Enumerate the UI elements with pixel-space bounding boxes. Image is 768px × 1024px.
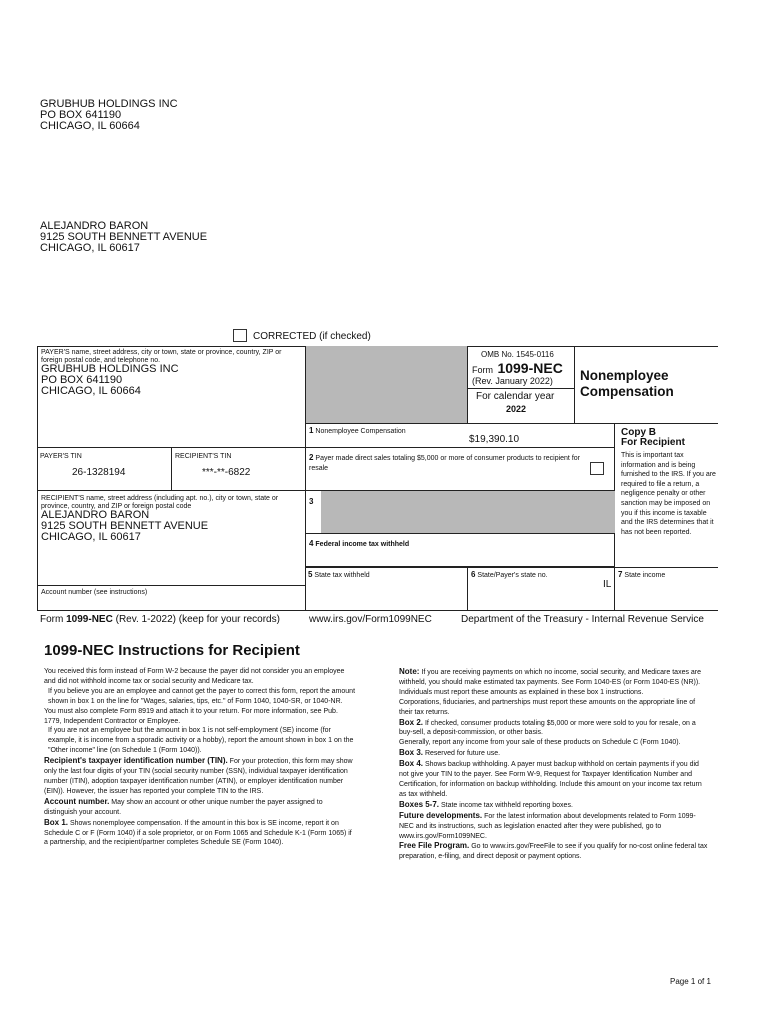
instr-box4-heading: Box 4. — [399, 759, 424, 769]
form-title-line1: Nonemployee — [580, 368, 669, 383]
instr-tin-heading: Recipient's taxpayer identification number (TIN). — [44, 756, 228, 766]
recipient-tin-label: RECIPIENT'S TIN — [175, 453, 232, 460]
footer-revision: (Rev. 1-2022) (keep for your records) — [115, 614, 280, 625]
recipient-box-city: CHICAGO, IL 60617 — [41, 531, 141, 543]
box4-label: Federal income tax withheld — [315, 541, 410, 548]
form-prefix: Form — [472, 365, 493, 375]
instr-not-employee: If you are not an employee but the amount in box 1 is not self-employment (SE) income (for example, it is income from a sporadic activity or a hobby), report the amount shown in box 1 on the "Other income" line (on Schedule 1 (Form 1040)). — [48, 727, 354, 755]
box6-state-number — [467, 567, 615, 611]
instr-note-text: If you are receiving payments on which no income, social security, and Medicare taxes are withheld, you should make estimated tax payments. See Form 1040-ES (or Form 1040-ES (NR)). Individuals must report these amounts as explained in these box 1 instructions. — [399, 669, 702, 696]
account-number-box — [37, 585, 305, 611]
instr-account-text: May show an account or other unique number the payer assigned to distinguish your account. — [44, 798, 323, 816]
box5-label: State tax withheld — [314, 572, 370, 579]
calendar-year: 2022 — [506, 404, 527, 414]
recipient-box — [37, 490, 305, 585]
instr-box57-text: State income tax withheld reporting boxes. — [440, 801, 573, 809]
box2-label: Payer made direct sales totaling $5,000 or more of consumer products to recipient for resale — [309, 455, 580, 472]
for-recipient-label: For Recipient — [621, 437, 685, 448]
form-name: 1099-NEC — [497, 360, 563, 376]
payer-name: GRUBHUB HOLDINGS INC — [40, 98, 178, 110]
instr-intro: You received this form instead of Form W-2 because the payer did not consider you an employee and did not withhold income tax or social security and Medicare tax. — [44, 668, 345, 685]
form-bottom-border — [37, 610, 718, 611]
recipient-box-street: 9125 SOUTH BENNETT AVENUE — [41, 520, 209, 532]
box6-value: IL — [603, 579, 612, 590]
payer-box — [37, 346, 305, 447]
payer-box-name: GRUBHUB HOLDINGS INC — [41, 363, 179, 375]
recipient-name: ALEJANDRO BARON — [40, 220, 149, 232]
instructions-right-column — [399, 667, 709, 862]
omb-number: OMB No. 1545-0116 — [481, 350, 554, 359]
footer-form-prefix: Form — [40, 614, 64, 625]
form-revision: (Rev. January 2022) — [472, 376, 553, 386]
box7-label: State income — [624, 572, 666, 579]
payer-tin-label: PAYER'S TIN — [40, 453, 82, 460]
instr-box2-text2: Generally, report any income from your sale of these products on Schedule C (Form 1040). — [399, 739, 681, 747]
form-footer — [40, 614, 280, 625]
instr-box2-heading: Box 2. — [399, 717, 424, 727]
recipient-box-label: RECIPIENT'S name, street address (including apt. no.), city or town, state or province, country, and ZIP or foreign postal code — [41, 495, 279, 510]
instr-box57-heading: Boxes 5-7. — [399, 799, 440, 809]
box1-label: Nonemployee Compensation — [315, 428, 406, 435]
instr-future-heading: Future developments. — [399, 810, 483, 820]
instructions-title: 1099-NEC Instructions for Recipient — [44, 642, 300, 659]
footer-url: www.irs.gov/Form1099NEC — [309, 614, 432, 625]
recipient-tin-value: ***-**-6822 — [202, 467, 251, 478]
box4-number: 4 — [309, 539, 314, 548]
payer-box-label: PAYER'S name, street address, city or town, state or province, country, ZIP or foreign postal code, and telephone no. — [41, 349, 282, 364]
copy-b-panel — [615, 423, 718, 569]
form-title — [580, 368, 674, 400]
instr-note-heading: Note: — [399, 667, 420, 676]
instr-account-heading: Account number. — [44, 796, 110, 806]
instr-box3-heading: Box 3. — [399, 748, 424, 758]
box2-direct-sales — [305, 447, 615, 490]
page-number: Page 1 of 1 — [670, 977, 711, 986]
payer-tin-value: 26-1328194 — [72, 467, 126, 478]
box1-value: $19,390.10 — [469, 434, 520, 445]
copy-b-label: Copy B — [621, 427, 656, 438]
instr-corporations: Corporations, fiduciaries, and partnerships must report these amounts on the appropriate line of their tax returns. — [399, 698, 696, 716]
omb-box — [467, 346, 575, 423]
instr-box2-text: If checked, consumer products totaling $5,000 or more were sold to you for resale, on a buy-sell, a deposit-commission, or other basis. — [399, 719, 696, 737]
calendar-year-label: For calendar year — [476, 391, 555, 402]
footer-form-name: 1099-NEC — [66, 614, 113, 625]
payer-shaded-area — [305, 346, 467, 423]
box1-nonemployee-compensation — [305, 423, 615, 447]
form-title-line2: Compensation — [580, 384, 674, 399]
corrected-label: CORRECTED (if checked) — [253, 331, 371, 342]
payer-mailing-address — [40, 99, 178, 132]
box6-label: State/Payer's state no. — [477, 572, 548, 579]
recipient-city: CHICAGO, IL 60617 — [40, 242, 140, 254]
instr-future-text: For the latest information about developments related to Form 1099-NEC and its instructions, such as legislation enacted after they were published, go to www.irs.gov/Form1099NEC. — [399, 812, 696, 840]
copy-b-note: This is important tax information and is being furnished to the IRS. If you are required to file a return, a negligence penalty or other sanction may be imposed on you if this income is taxable and the IRS determines that it has not been reported. — [621, 452, 716, 536]
instr-freefile-heading: Free File Program. — [399, 841, 470, 851]
payer-city: CHICAGO, IL 60664 — [40, 120, 140, 132]
box5-number: 5 — [308, 570, 313, 579]
box2-checkbox[interactable] — [590, 462, 604, 475]
payer-box-city: CHICAGO, IL 60664 — [41, 385, 141, 397]
corrected-checkbox[interactable] — [233, 329, 247, 342]
recipient-street: 9125 SOUTH BENNETT AVENUE — [40, 231, 208, 243]
recipient-tin-box — [171, 447, 305, 490]
box3-reserved — [305, 490, 615, 533]
instr-freefile-text: Go to www.irs.gov/FreeFile to see if you qualify for no-cost online federal tax preparation, e-filing, and direct deposit or payment options. — [399, 843, 708, 861]
instr-form-8919: You must also complete Form 8919 and attach it to your return. For more information, see Pub. 1779, Independent Contractor or Employee. — [44, 707, 338, 725]
box4-federal-withheld — [305, 533, 615, 567]
recipient-mailing-address — [40, 221, 207, 254]
instr-employee: If you believe you are an employee and cannot get the payer to correct this form, report the amount shown in box 1 on the line for "Wages, salaries, tips, etc." of Form 1040, 1040-SR, or 1040-NR. — [48, 687, 356, 705]
instr-box4-text: Shows backup withholding. A payer must backup withhold on certain payments if you did not give your TIN to the payer. See Form W-9, Request for Taxpayer Identification Number and Certification, for information on backup withholding. Include this amount on your income tax return as tax withheld. — [399, 761, 702, 798]
box1-number: 1 — [309, 426, 314, 435]
payer-box-street: PO BOX 641190 — [41, 374, 123, 386]
account-number-label: Account number (see instructions) — [41, 589, 148, 596]
instructions-left-column — [44, 667, 356, 848]
box7-number: 7 — [618, 570, 623, 579]
instr-box1-heading: Box 1. — [44, 817, 69, 827]
instr-tin-text: For your protection, this form may show only the last four digits of your TIN (social security number (SSN), individual taxpayer identification number (ITIN), adoption taxpayer identification number (ATIN), or employer identification number (EIN)). However, the issuer has reported your complete TIN to the IRS. — [44, 758, 353, 795]
box2-number: 2 — [309, 453, 314, 462]
footer-department: Department of the Treasury - Internal Revenue Service — [461, 614, 704, 625]
omb-divider — [468, 388, 574, 389]
recipient-box-name: ALEJANDRO BARON — [41, 509, 150, 521]
instr-box3-text: Reserved for future use. — [424, 750, 501, 758]
payer-street: PO BOX 641190 — [40, 109, 122, 121]
box6-number: 6 — [471, 570, 476, 579]
box3-number: 3 — [309, 497, 314, 506]
instr-box1-text: Shows nonemployee compensation. If the amount in this box is SE income, report it on Schedule C or F (Form 1040) if a sole proprietor, or on Form 1065 and Schedule K-1 (Form 1065) if a partnership, and the recipient/partner completes Schedule SE (Form 1040). — [44, 819, 352, 847]
